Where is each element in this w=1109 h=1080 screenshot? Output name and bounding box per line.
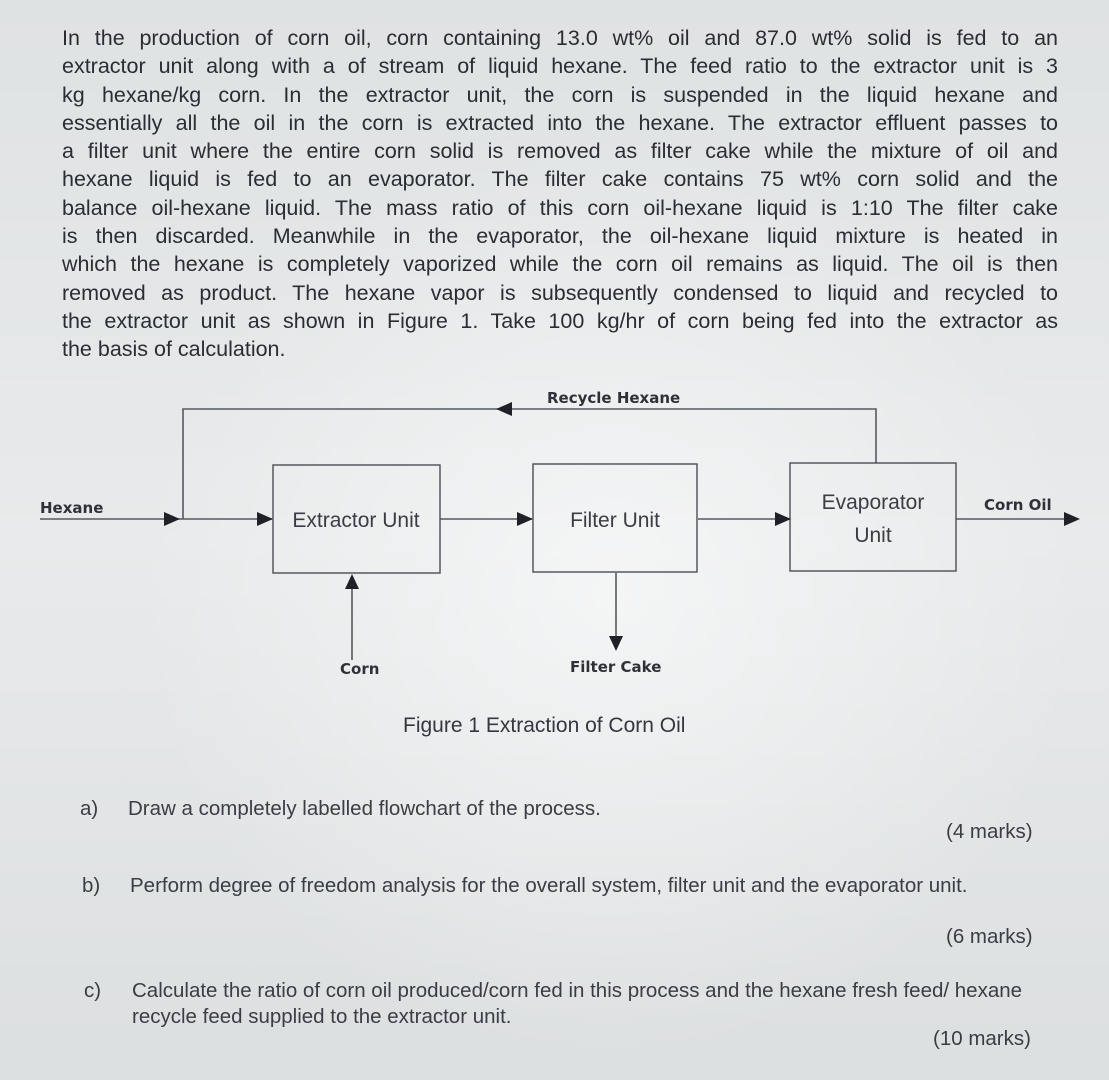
- question-label: c): [84, 979, 102, 1002]
- process-flow-diagram: [0, 380, 1109, 700]
- problem-line: a filter unit where the entire corn solid is removed as filter cake while the mixture of oil and: [62, 139, 1058, 164]
- problem-line: the basis of calculation.: [62, 337, 286, 362]
- question-text: Draw a completely labelled flowchart of the process.: [128, 797, 601, 820]
- evaporator-unit-label-2: Unit: [854, 524, 892, 547]
- problem-line: essentially all the oil in the corn is extracted into the hexane. The extractor effluent passes to: [62, 110, 1058, 135]
- filter-cake-arrow-icon: [609, 636, 623, 651]
- filter-inlet-arrow-icon: [517, 512, 533, 526]
- corn-oil-arrow-icon: [1064, 512, 1080, 526]
- marks-a: (4 marks): [946, 820, 1033, 843]
- extractor-unit-label: Extractor Unit: [292, 509, 420, 532]
- question-b: [82, 873, 1042, 929]
- problem-line: In the production of corn oil, corn containing 13.0 wt% oil and 87.0 wt% solid is fed to an: [62, 26, 1058, 50]
- problem-line: the extractor unit as shown in Figure 1. Take 100 kg/hr of corn being fed into the extractor as: [62, 308, 1058, 333]
- question-text: Perform degree of freedom analysis for the overall system, filter unit and the evaporator unit.: [130, 874, 968, 897]
- recycle-arrow-icon: [496, 402, 512, 416]
- figure-caption: Figure 1 Extraction of Corn Oil: [403, 714, 686, 737]
- hexane-arrow-icon: [164, 512, 180, 526]
- problem-statement: [62, 24, 1058, 364]
- filter-unit-label: Filter Unit: [570, 509, 660, 532]
- question-text: Calculate the ratio of corn oil produced/corn fed in this process and the hexane fresh feed/ hexane recycle feed supplied to the extractor unit.: [132, 979, 1023, 1028]
- filter-cake-label: Filter Cake: [570, 658, 662, 676]
- corn-arrow-icon: [345, 574, 359, 589]
- question-c: [84, 978, 1044, 1034]
- question-label: a): [80, 797, 99, 820]
- marks-c: (10 marks): [933, 1027, 1031, 1050]
- problem-line: hexane liquid is fed to an evaporator. The filter cake contains 75 wt% corn solid and the: [62, 167, 1058, 192]
- problem-line: which the hexane is completely vaporized while the corn oil remains as liquid. The oil is then: [62, 252, 1058, 277]
- problem-line: removed as product. The hexane vapor is subsequently condensed to liquid and recycled to: [62, 280, 1058, 305]
- corn-stream-label: Corn: [340, 660, 380, 678]
- question-label: b): [82, 874, 101, 897]
- marks-b: (6 marks): [946, 925, 1033, 948]
- question-a: [80, 796, 1040, 826]
- hexane-stream-label: Hexane: [40, 499, 104, 517]
- problem-line: is then discarded. Meanwhile in the evaporator, the oil-hexane liquid mixture is heated in: [62, 224, 1058, 249]
- evaporator-inlet-arrow-icon: [775, 512, 791, 526]
- corn-oil-label: Corn Oil: [984, 496, 1052, 514]
- recycle-hexane-label: Recycle Hexane: [547, 389, 681, 407]
- problem-line: kg hexane/kg corn. In the extractor unit, the corn is suspended in the liquid hexane and: [62, 82, 1058, 107]
- extractor-inlet-arrow-icon: [257, 512, 273, 526]
- problem-line: balance oil-hexane liquid. The mass ratio of this corn oil-hexane liquid is 1:10 The filter cake: [62, 195, 1058, 220]
- evaporator-unit-box: [790, 463, 956, 571]
- problem-line: extractor unit along with a of stream of liquid hexane. The feed ratio to the extractor unit is 3: [62, 54, 1058, 79]
- evaporator-unit-label: Evaporator: [821, 491, 925, 514]
- recycle-hexane-line: [183, 409, 876, 519]
